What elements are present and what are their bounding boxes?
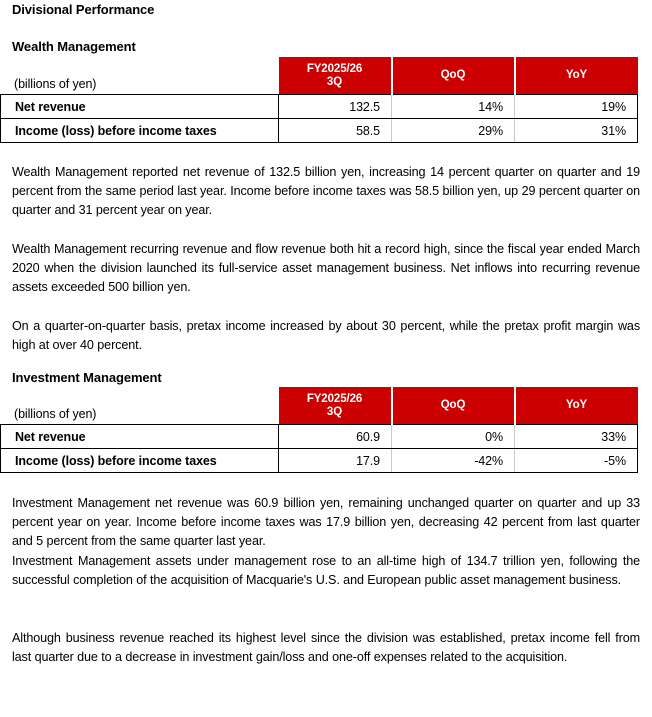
header-cell-period <box>279 57 392 95</box>
cell-net-revenue-period: 132.5 <box>279 95 392 119</box>
cell-income-before-taxes-period: 17.9 <box>279 449 392 473</box>
header-cell-qoq: QoQ <box>392 57 515 95</box>
paragraph-investment-management-3: Although business revenue reached its highest level since the division was established, pretax income fell from last quarter due to a decrease in investment gain/loss and one-off expenses related to the acquisition. <box>12 631 640 665</box>
cell-net-revenue-yoy: 19% <box>515 95 638 119</box>
investment-management-table <box>0 387 638 473</box>
cell-net-revenue-period: 60.9 <box>279 425 392 449</box>
page-title: Divisional Performance <box>12 2 155 17</box>
table-row <box>1 449 638 473</box>
paragraph-wealth-management-2: Wealth Management recurring revenue and flow revenue both hit a record high, since the fiscal year ended March 2020 when the division launched its full-service asset management business. Net inflows into recurring revenue assets exceeded 500 billion yen. <box>12 242 640 295</box>
cell-net-revenue-yoy: 33% <box>515 425 638 449</box>
paragraph-wealth-management-1: Wealth Management reported net revenue of 132.5 billion yen, increasing 14 percent quarter on quarter and 19 percent from the same period last year. Income before income taxes was 58.5 billion yen, up 29 percent quarter on quarter and 31 percent year on year. <box>12 165 640 218</box>
paragraph-investment-management-1: Investment Management net revenue was 60.9 billion yen, remaining unchanged quarter on quarter and up 33 percent year on year. Income before income taxes was 17.9 billion yen, decreasing 42 percent from last quarter and 5 percent from the same quarter last year. <box>12 496 640 549</box>
cell-income-before-taxes-qoq: 29% <box>392 119 515 143</box>
wealth-management-table-block <box>0 57 652 143</box>
cell-net-revenue-qoq: 14% <box>392 95 515 119</box>
row-label-income-before-taxes: Income (loss) before income taxes <box>1 449 279 473</box>
paragraph-investment-management-2: Investment Management assets under management rose to an all-time high of 134.7 trillion yen, following the successful completion of the acquisition of Macquarie's U.S. and European public asset management business. <box>12 554 640 588</box>
cell-income-before-taxes-yoy: -5% <box>515 449 638 473</box>
header-cell-yoy: YoY <box>515 57 638 95</box>
cell-income-before-taxes-yoy: 31% <box>515 119 638 143</box>
header-period-line2: 3Q <box>326 75 343 88</box>
section-heading-wealth-management: Wealth Management <box>12 39 136 54</box>
unit-label-investment-management: (billions of yen) <box>14 407 97 421</box>
wealth-management-table <box>0 57 638 143</box>
row-label-net-revenue: Net revenue <box>1 95 279 119</box>
table-row <box>1 425 638 449</box>
header-period-line2: 3Q <box>326 405 343 418</box>
cell-income-before-taxes-qoq: -42% <box>392 449 515 473</box>
table-row <box>1 95 638 119</box>
unit-label-wealth-management: (billions of yen) <box>14 77 97 91</box>
header-period-line1: FY2025/26 <box>306 392 363 405</box>
header-cell-period <box>279 387 392 425</box>
section-heading-investment-management: Investment Management <box>12 370 162 385</box>
header-period-line1: FY2025/26 <box>306 62 363 75</box>
header-cell-qoq: QoQ <box>392 387 515 425</box>
table-row <box>1 119 638 143</box>
header-cell-yoy: YoY <box>515 387 638 425</box>
row-label-income-before-taxes: Income (loss) before income taxes <box>1 119 279 143</box>
cell-net-revenue-qoq: 0% <box>392 425 515 449</box>
row-label-net-revenue: Net revenue <box>1 425 279 449</box>
investment-management-table-block <box>0 387 652 473</box>
paragraph-wealth-management-3: On a quarter-on-quarter basis, pretax income increased by about 30 percent, while the pretax profit margin was high at over 40 percent. <box>12 319 640 353</box>
cell-income-before-taxes-period: 58.5 <box>279 119 392 143</box>
